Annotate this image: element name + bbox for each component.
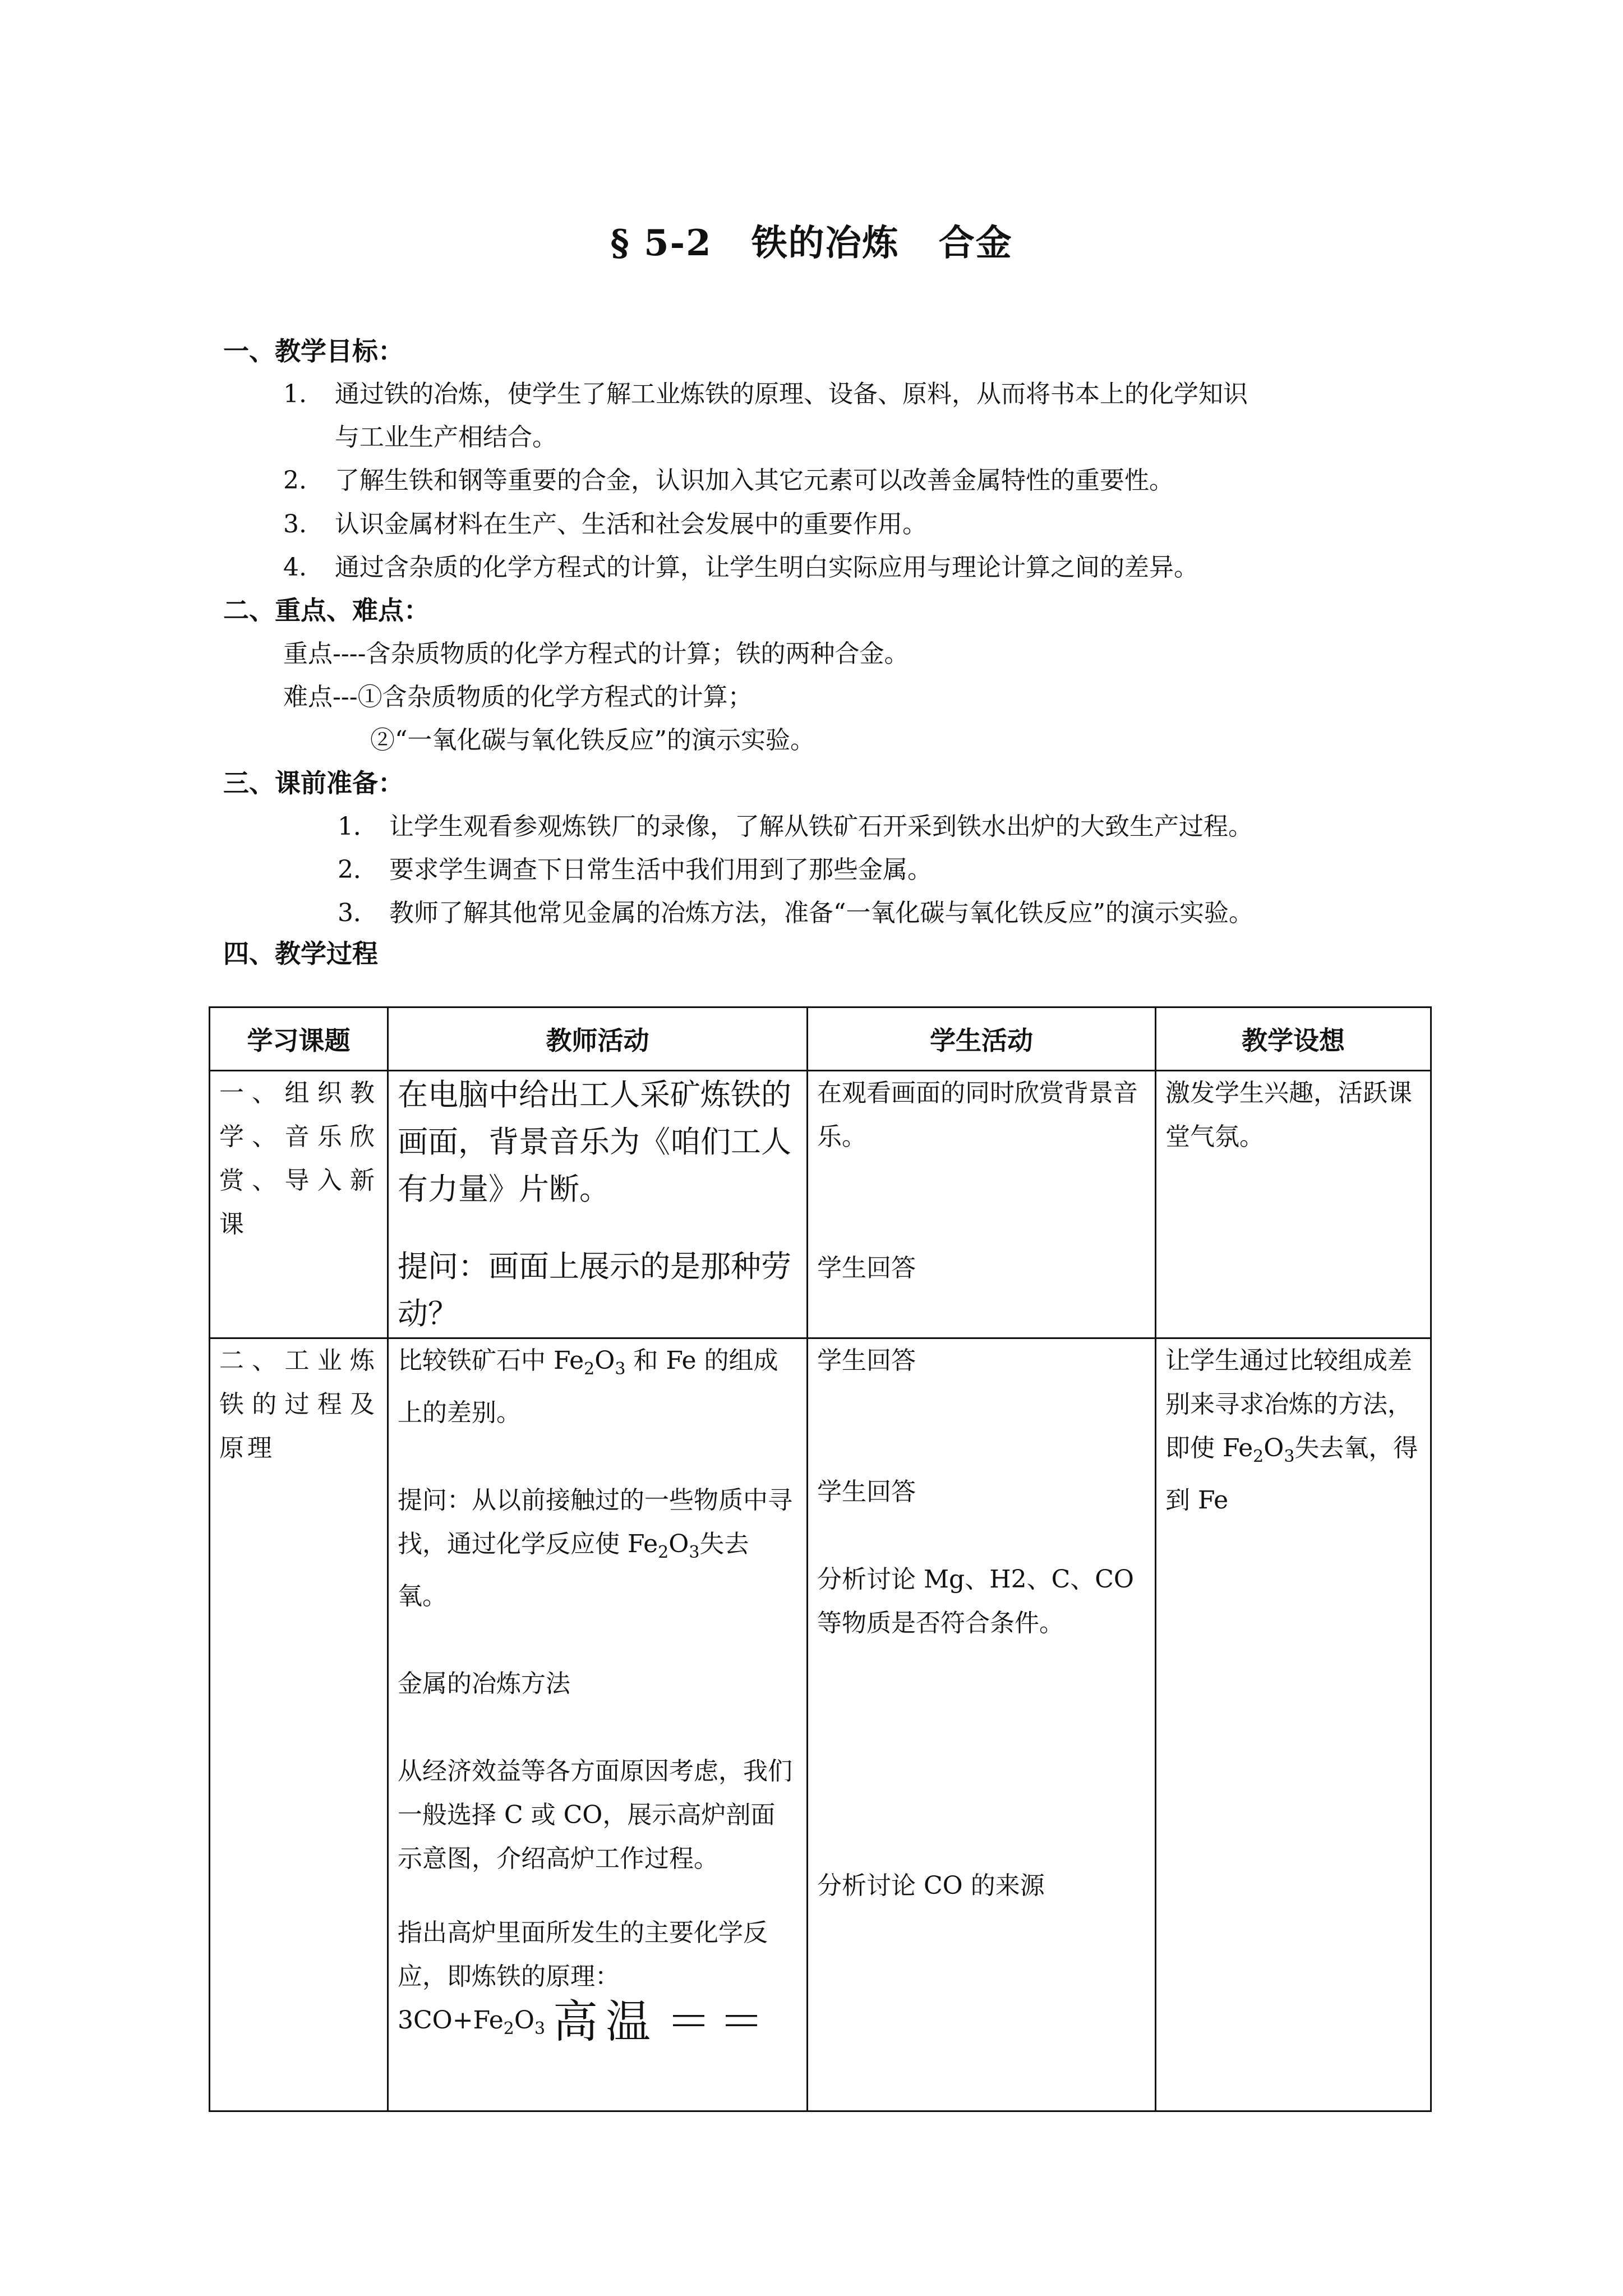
table-row: [210, 1338, 1431, 2111]
goals-heading: 一、教学目标：: [223, 336, 404, 366]
teaching-process-table: [209, 1006, 1432, 2112]
teacher-text: 在电脑中给出工人采矿炼铁的画面，背景音乐为《咱们工人有力量》片断。: [398, 1077, 791, 1207]
idea-cell: 让学生通过比较组成差别来寻求冶炼的方法，即使 $Fe_2O_3$失去氧，得到 Fe: [1156, 1338, 1431, 2111]
idea-cell: 激发学生兴趣，活跃课堂气氛。: [1156, 1071, 1431, 1338]
prep-item-3: 3． 教师了解其他常见金属的冶炼方法，准备“一氧化碳与氧化铁反应”的演示实验。: [338, 899, 1253, 927]
header-teacher: 教师活动: [388, 1007, 808, 1071]
chemical-equation: $3CO+Fe_2O_3$ 高温 ＝＝: [398, 1995, 772, 2048]
process-heading: 四、教学过程: [223, 938, 378, 969]
teacher-text: 从经济效益等各方面原因考虑，我们一般选择 C 或 CO，展示高炉剖面示意图，介绍高炉工作过程。: [398, 1756, 792, 1873]
topic-cell: 二、工业炼铁的过程及原理: [210, 1338, 388, 2111]
goal-item-2: 2. 了解生铁和钢等重要的合金，认识加入其它元素可以改善金属特性的重要性。: [283, 466, 1174, 495]
table-row: [210, 1071, 1431, 1338]
goal-item-1: 1. 通过铁的冶炼，使学生了解工业炼铁的原理、设备、原料，从而将书本上的化学知识: [283, 380, 1248, 408]
student-cell: 学生回答 学生回答 分析讨论 Mg、H2、C、CO 等物质是否符合条件。 分析讨论 CO 的来源: [808, 1338, 1156, 2111]
prep-item-1: 1． 让学生观看参观炼铁厂的录像，了解从铁矿石开采到铁水出炉的大致生产过程。: [338, 812, 1253, 841]
prep-item-2: 2． 要求学生调查下日常生活中我们用到了那些金属。: [338, 855, 932, 884]
goal-item-3: 3. 认识金属材料在生产、生活和社会发展中的重要作用。: [283, 510, 927, 539]
header-topic: 学习课题: [210, 1007, 388, 1071]
page-title: [0, 214, 1623, 266]
goal-item-4: 4. 通过含杂质的化学方程式的计算，让学生明白实际应用与理论计算之间的差异。: [283, 553, 1198, 582]
difficulty-1: 难点---①含杂质物质的化学方程式的计算；: [283, 683, 753, 711]
title-main: 铁的冶炼: [751, 222, 900, 264]
key-heading: 二、重点、难点：: [223, 595, 430, 625]
key-point: 重点----含杂质物质的化学方程式的计算；铁的两种合金。: [283, 639, 909, 668]
teacher-question: 提问：画面上展示的是那种劳动？: [398, 1249, 791, 1331]
topic-cell: 一、组织教学、音乐欣赏、导入新课: [210, 1071, 388, 1338]
goal-item-1-cont: 与工业生产相结合。: [335, 423, 557, 452]
table-header-row: [210, 1007, 1431, 1071]
teacher-text: 指出高炉里面所发生的主要化学反应，即炼铁的原理：: [398, 1918, 768, 1991]
header-student: 学生活动: [808, 1007, 1156, 1071]
teacher-cell: [388, 1071, 808, 1338]
difficulty-2: ②“一氧化碳与氧化铁反应”的演示实验。: [370, 726, 815, 754]
teacher-cell: [388, 1338, 808, 2111]
prep-heading: 三、课前准备：: [223, 768, 404, 798]
student-cell: 在观看画面的同时欣赏背景音乐。 学生回答: [808, 1071, 1156, 1338]
section-number: § 5-2: [610, 222, 712, 264]
title-sub: 合金: [938, 222, 1013, 264]
header-idea: 教学设想: [1156, 1007, 1431, 1071]
teacher-text: 比较铁矿石中 $Fe_2O_3$ 和 Fe 的组成上的差别。: [398, 1346, 778, 1427]
teacher-text: 金属的冶炼方法: [398, 1669, 570, 1698]
teacher-question: 提问：从以前接触过的一些物质中寻找，通过化学反应使 $Fe_2O_3$失去氧。: [398, 1485, 792, 1611]
